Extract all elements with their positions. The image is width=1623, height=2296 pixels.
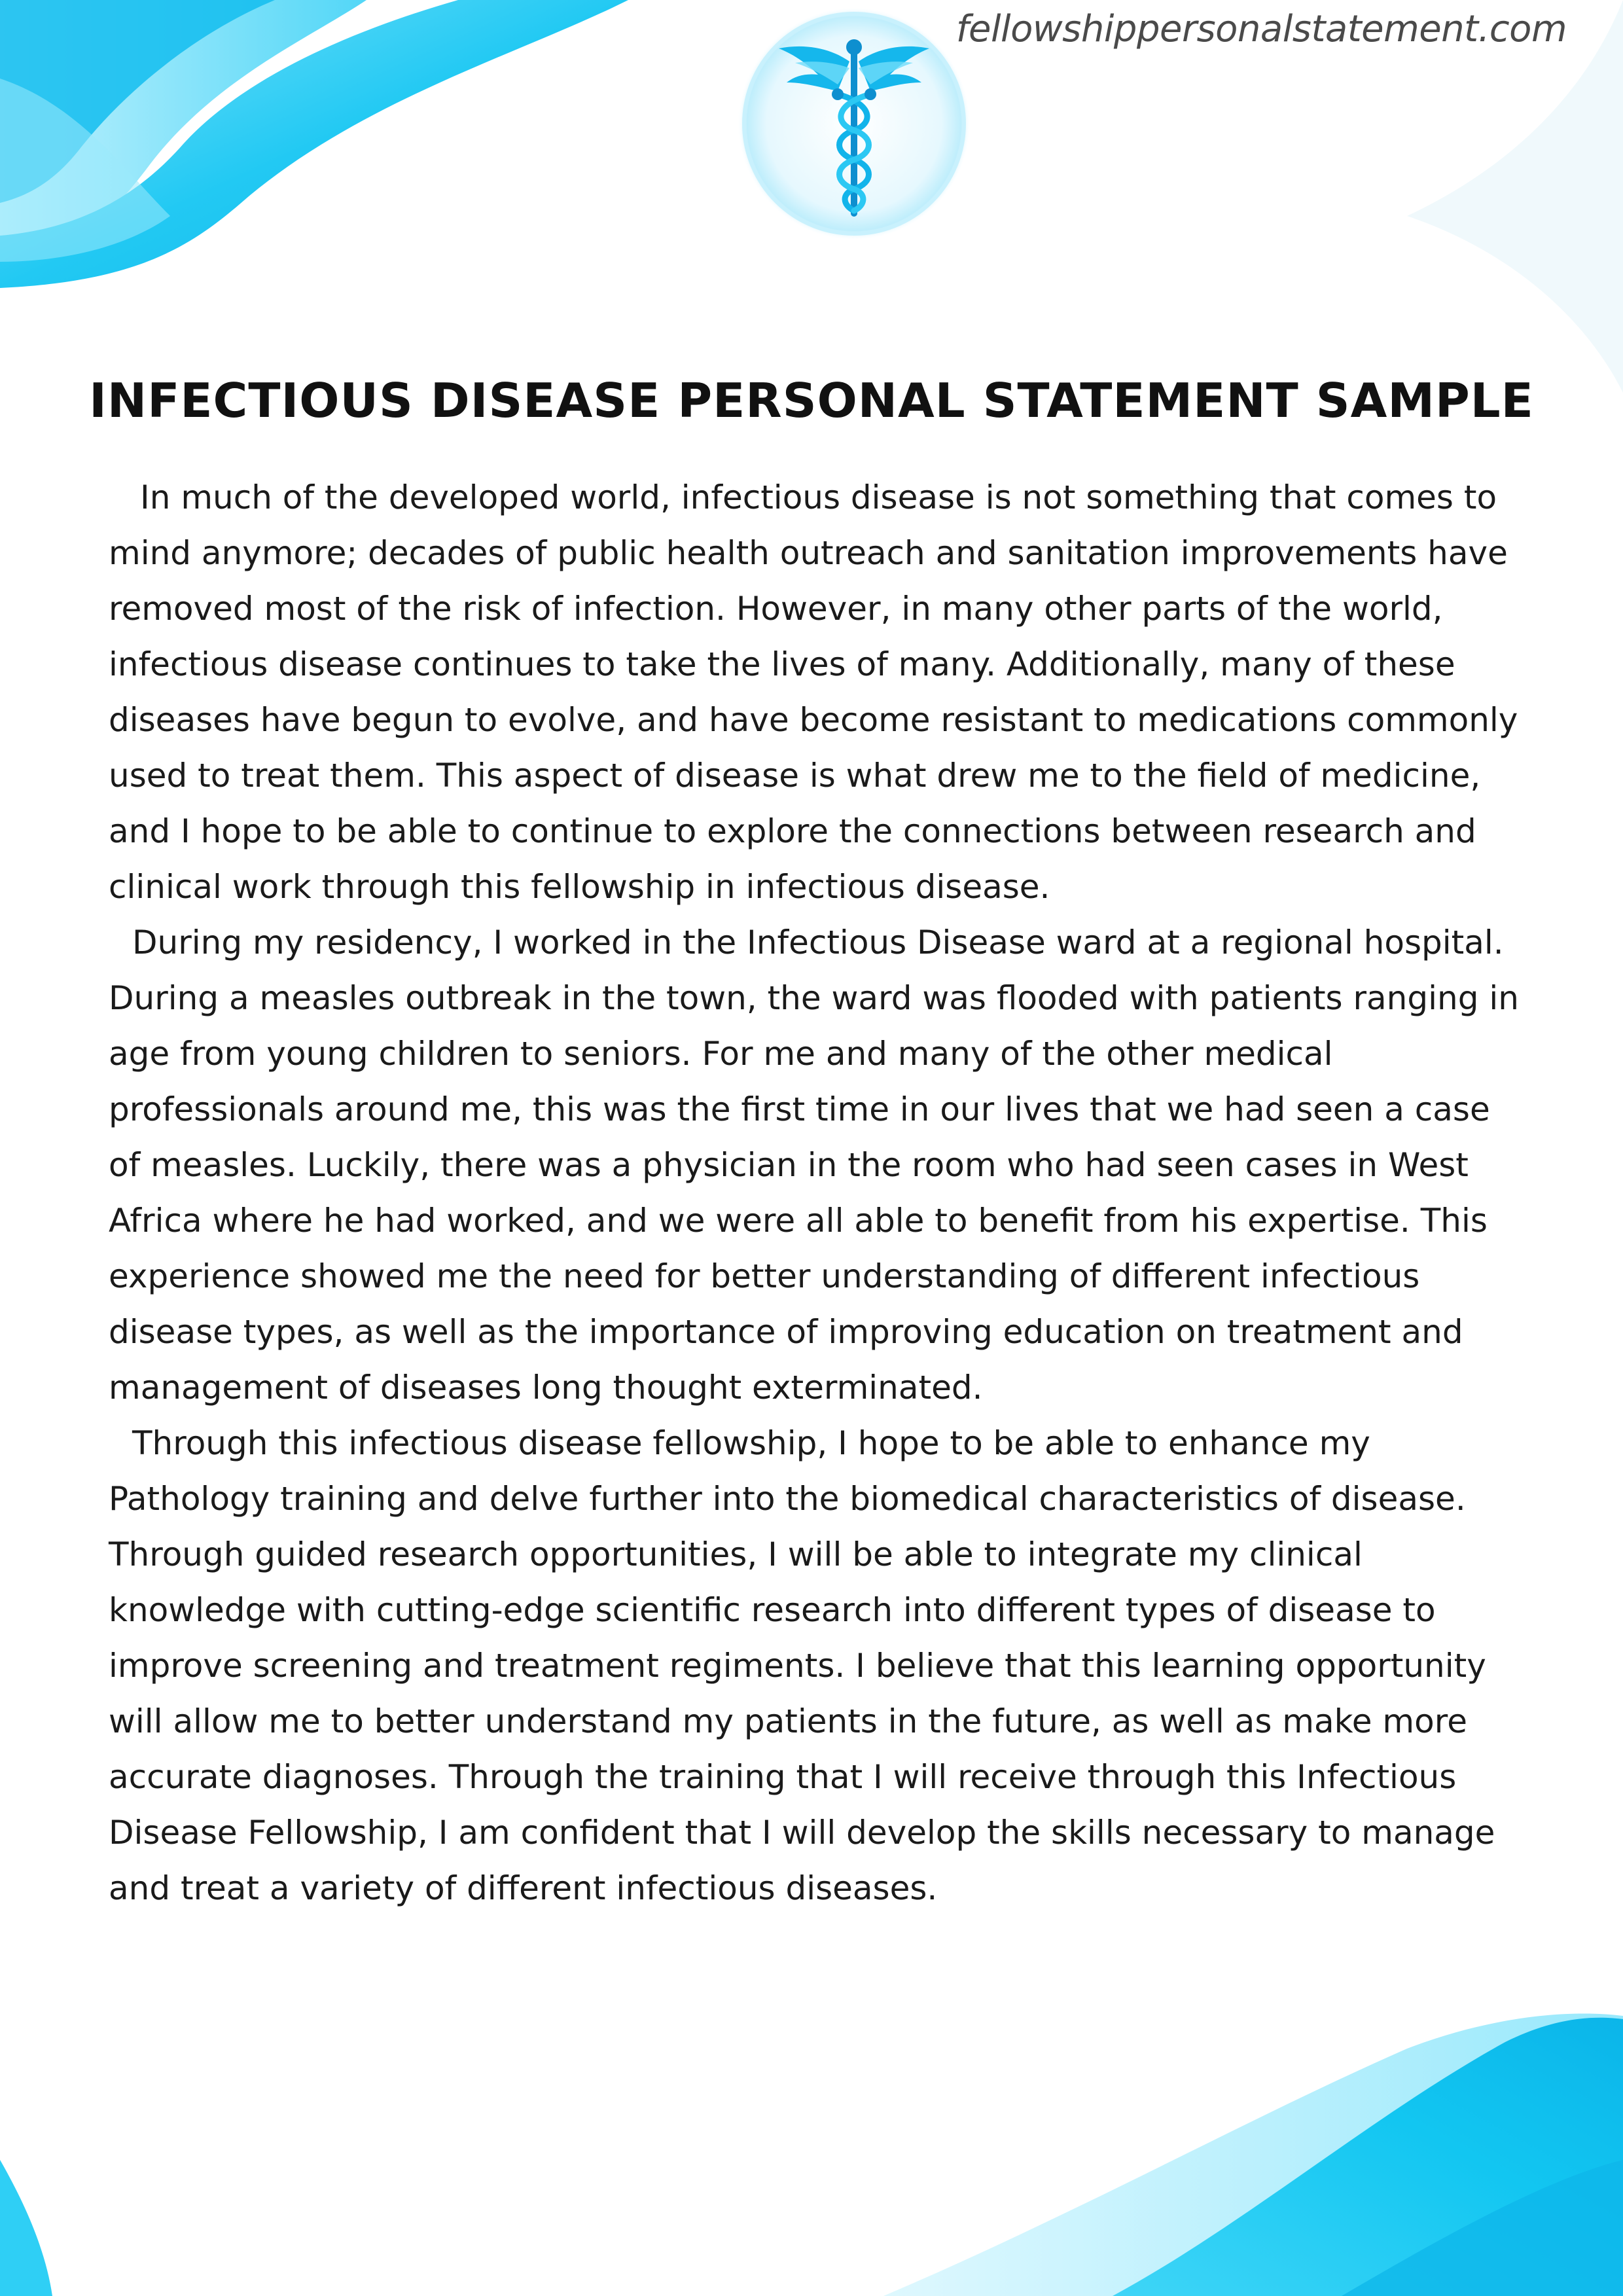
paragraph-1: In much of the developed world, infectious disease is not something that comes to mind anymore; decades of public health outreach and sanitation improvements have removed most of the risk of infection. However, in many other parts of the world, infectious disease continues to take the lives of many. Additionally, many of these diseases have begun to evolve, and have become resistant to medications commonly used to treat them. This aspect of disease is what drew me to the field of medicine, and I hope to be able to continue to explore the connections between research and clinical work through this fellowship in infectious disease.	[109, 478, 1518, 906]
paragraph-2: During my residency, I worked in the Infectious Disease ward at a regional hospital. During a measles outbreak in the town, the ward was flooded with patients ranging in age from young children to seniors. For me and many of the other medical professionals around me, this was the first time in our lives that we had seen a case of measles. Luckily, there was a physician in the room who had seen cases in West Africa where he had worked, and we were all able to benefit from his expertise. This experience showed me the need for better understanding of different infectious disease types, as well as the importance of improving education on treatment and management of diseases long thought exterminated.	[109, 924, 1519, 1407]
caduceus-icon	[733, 3, 975, 245]
top-left-wave	[0, 0, 628, 288]
bottom-left-wave	[0, 2160, 52, 2296]
caduceus-logo	[733, 3, 975, 245]
bottom-right-wave	[883, 2014, 1623, 2296]
site-url[interactable]: fellowshippersonalstatement.com	[955, 8, 1567, 50]
document-title: INFECTIOUS DISEASE PERSONAL STATEMENT SAMPLE	[89, 373, 1534, 428]
paragraph-3: Through this infectious disease fellowship, I hope to be able to enhance my Pathology training and delve further into the biomedical characteristics of disease. Through guided research opportunities, I will be able to integrate my clinical knowledge with cutting-edge scientific research into different types of disease to improve screening and treatment regiments. I believe that this learning opportunity will allow me to better understand my patients in the future, as well as make more accurate diagnoses. Through the training that I will receive through this Infectious Disease Fellowship, I am confident that I will develop the skills necessary to manage and treat a variety of different infectious diseases.	[109, 1424, 1495, 1907]
top-right-wave	[1407, 0, 1623, 393]
document-body	[109, 470, 1522, 1916]
